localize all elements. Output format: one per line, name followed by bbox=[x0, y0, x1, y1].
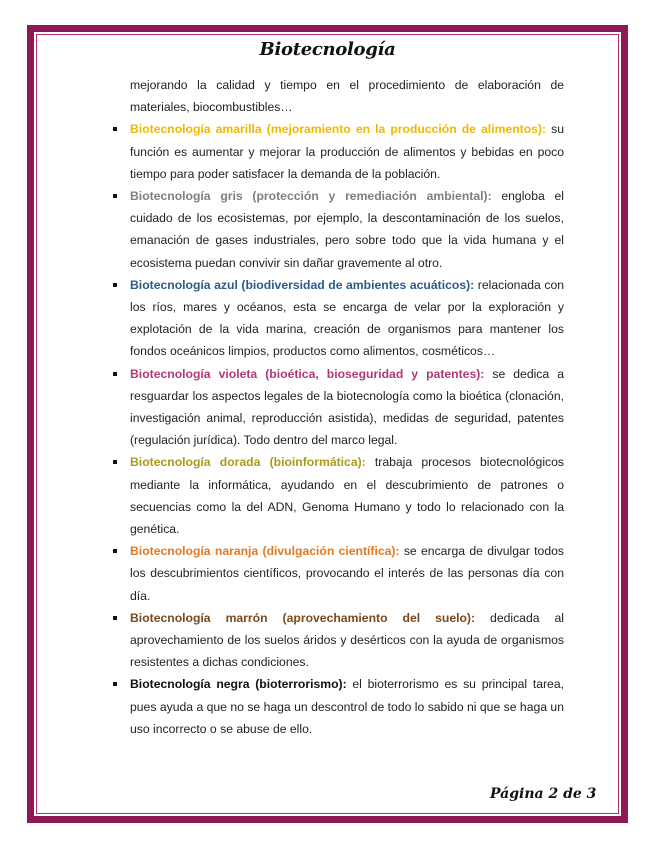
item-text: dedicada al aprovechamiento de los suelos áridos y desérticos con la ayuda de organismos resistentes a dichas condiciones. bbox=[130, 610, 564, 670]
list-item bbox=[130, 607, 564, 674]
list-item bbox=[130, 451, 564, 540]
item-term: Biotecnología marrón (aprovechamiento del suelo) bbox=[130, 610, 471, 625]
list-item bbox=[130, 540, 564, 607]
bullet-icon bbox=[113, 460, 117, 464]
item-term: Biotecnología violeta (bioética, bioseguridad y patentes) bbox=[130, 366, 481, 381]
bullet-icon bbox=[113, 194, 117, 198]
list-item bbox=[130, 673, 564, 740]
item-text: el bioterrorismo es su principal tarea, pues ayuda a que no se haga un descontrol de todo lo sabido ni que se haga un uso incorrecto o se abuse de ello. bbox=[130, 677, 564, 736]
bullet-icon bbox=[113, 283, 117, 287]
item-term: Biotecnología amarilla (mejoramiento en la producción de alimentos) bbox=[130, 122, 542, 137]
item-colon: : bbox=[471, 610, 476, 625]
item-term: Biotecnología dorada (bioinformática) bbox=[130, 455, 362, 470]
item-term: Biotecnología gris (protección y remediación ambiental) bbox=[130, 189, 488, 204]
item-text: engloba el cuidado de los ecosistemas, por ejemplo, la descontaminación de los suelos, emanación de gases industriales, pero sobre todo que la vida humana y el ecosistema puedan convivir sin dañar gravemente al otro. bbox=[130, 189, 564, 270]
item-text: relacionada con los ríos, mares y océanos, esta se encarga de velar por la exploración y explotación de la vida marina, creación de organismos para mantener los fondos oceánicos limpios, productos como alimentos, cosméticos… bbox=[130, 277, 564, 359]
item-text: se encarga de divulgar todos los descubrimientos científicos, provocando el interés de las personas día con día. bbox=[130, 544, 564, 603]
document-body bbox=[130, 74, 564, 740]
bullet-icon bbox=[113, 127, 117, 131]
biotech-list bbox=[130, 118, 564, 740]
item-text: su función es aumentar y mejorar la producción de alimentos y bebidas en poco tiempo para poder satisfacer la demanda de la población. bbox=[130, 122, 564, 181]
bullet-icon bbox=[113, 616, 117, 620]
list-item bbox=[130, 363, 564, 452]
item-text: se dedica a resguardar los aspectos legales de la biotecnología como la bioética (clonación, investigación animal, reproducción asistida), medidas de seguridad, patentes (regulación jurídica). Todo dentro del marco legal. bbox=[130, 366, 564, 448]
item-colon: : bbox=[470, 277, 475, 292]
list-item bbox=[130, 118, 564, 185]
item-colon: : bbox=[487, 189, 492, 204]
bullet-icon bbox=[113, 682, 117, 686]
item-colon: : bbox=[480, 366, 485, 381]
page-title: Biotecnología bbox=[259, 39, 396, 60]
page-number: Página 2 de 3 bbox=[490, 786, 597, 802]
list-item bbox=[130, 185, 564, 274]
bullet-icon bbox=[113, 372, 117, 376]
item-term: Biotecnología negra (bioterrorismo) bbox=[130, 677, 343, 692]
item-colon: : bbox=[541, 122, 547, 137]
item-colon: : bbox=[361, 455, 366, 470]
bullet-icon bbox=[113, 549, 117, 553]
item-term: Biotecnología naranja (divulgación científica) bbox=[130, 544, 396, 559]
intro-continuation: mejorando la calidad y tiempo en el procedimiento de elaboración de materiales, biocombustibles… bbox=[130, 78, 564, 115]
item-colon: : bbox=[342, 677, 347, 692]
item-text: trabaja procesos biotecnológicos mediante la informática, ayudando en el descubrimiento de patrones o secuencias como la del ADN, Genoma Humano y todo lo relacionado con la genética. bbox=[130, 455, 564, 537]
item-term: Biotecnología azul (biodiversidad de ambientes acuáticos) bbox=[130, 277, 471, 292]
item-colon: : bbox=[395, 544, 400, 559]
list-item bbox=[130, 274, 564, 363]
